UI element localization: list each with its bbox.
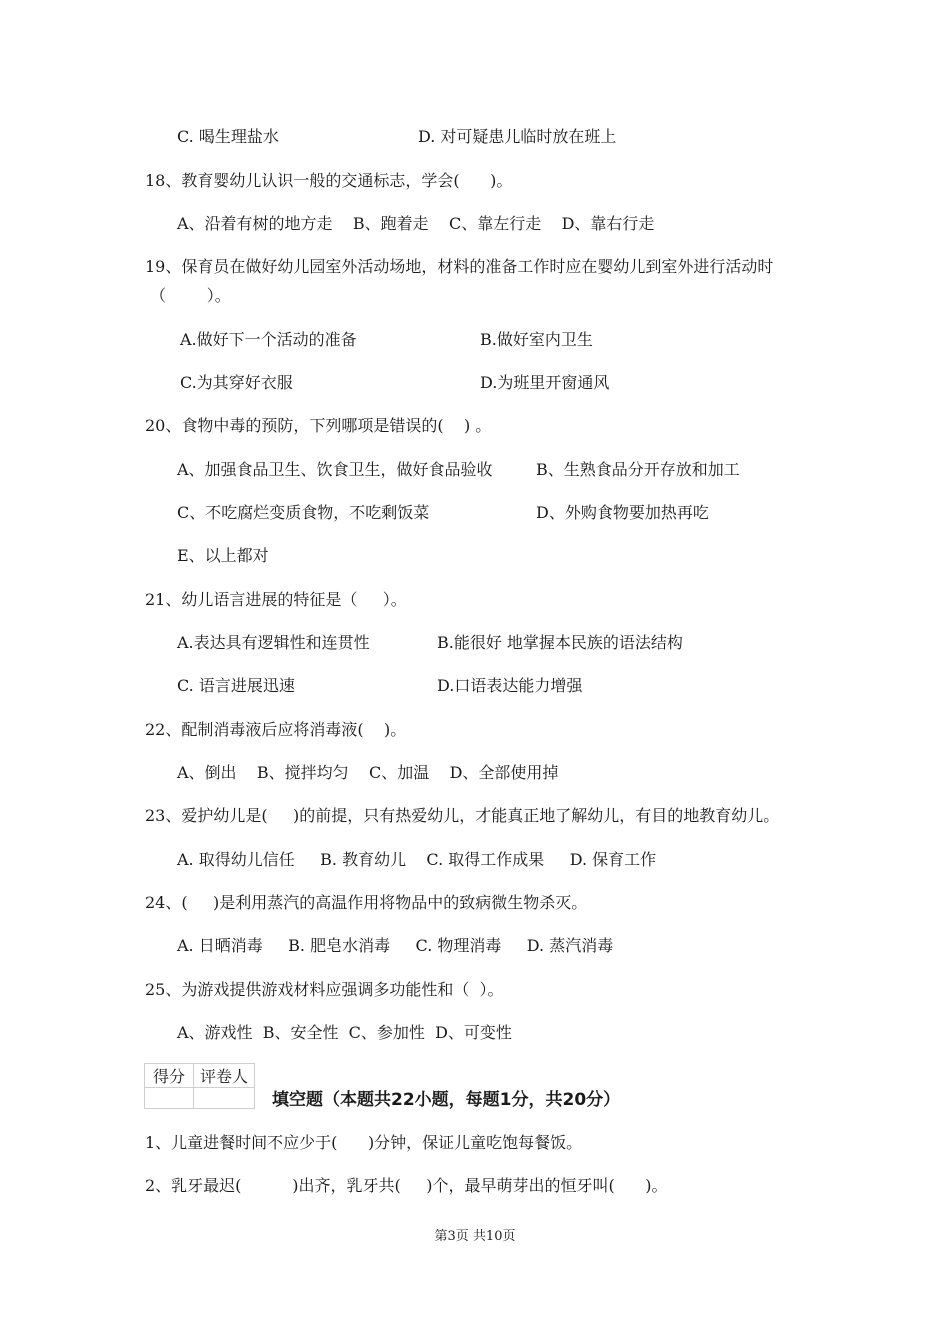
question-22: 22、配制消毒液后应将消毒液( )。 — [145, 720, 407, 739]
option-21c: C. 语言进展迅速 — [177, 676, 295, 695]
question-20: 20、食物中毒的预防，下列哪项是错误的( ) 。 — [145, 416, 492, 435]
option-20d: D、外购食物要加热再吃 — [536, 503, 709, 522]
question-18: 18、教育婴幼儿认识一般的交通标志，学会( )。 — [145, 171, 513, 190]
question-19: 19、保育员在做好幼儿园室外活动场地，材料的准备工作时应在婴幼儿到室外进行活动时 — [145, 257, 774, 276]
question-24: 24、( )是利用蒸汽的高温作用将物品中的致病微生物杀灭。 — [145, 893, 588, 912]
question-25: 25、为游戏提供游戏材料应强调多功能性和（ ）。 — [145, 980, 504, 999]
page-footer: 第3页 共10页 — [434, 1229, 516, 1244]
fill-question-1: 1、儿童进餐时间不应少于( )分钟，保证儿童吃饱每餐饭。 — [145, 1133, 583, 1152]
option-20c: C、不吃腐烂变质食物，不吃剩饭菜 — [177, 503, 430, 522]
options-23: A. 取得幼儿信任 B. 教育幼儿 C. 取得工作成果 D. 保育工作 — [177, 850, 657, 869]
option-21b: B.能很好 地掌握本民族的语法结构 — [437, 633, 683, 652]
line-17d: D. 对可疑患儿临时放在班上 — [418, 127, 617, 146]
section-title: 填空题（本题共22小题，每题1分，共20分） — [272, 1090, 621, 1110]
options-18: A、沿着有树的地方走 B、跑着走 C、靠左行走 D、靠右行走 — [177, 214, 655, 233]
question-21: 21、幼儿语言进展的特征是（ ）。 — [145, 590, 407, 609]
fill-question-2: 2、乳牙最迟( )出齐，乳牙共( )个，最早萌芽出的恒牙叫( )。 — [145, 1176, 668, 1195]
option-19c: C.为其穿好衣服 — [180, 373, 293, 392]
option-20e: E、以上都对 — [177, 546, 269, 565]
option-19b: B.做好室内卫生 — [480, 330, 593, 349]
option-19d: D.为班里开窗通风 — [480, 373, 610, 392]
option-21d: D.口语表达能力增强 — [437, 676, 583, 695]
question-19-blank: （ ）。 — [150, 286, 231, 305]
score-box — [144, 1063, 255, 1109]
option-20b: B、生熟食品分开存放和加工 — [536, 460, 740, 479]
options-25: A、游戏性 B、安全性 C、参加性 D、可变性 — [177, 1023, 512, 1042]
options-24: A. 日晒消毒 B. 肥皂水消毒 C. 物理消毒 D. 蒸汽消毒 — [177, 936, 614, 955]
options-22: A、倒出 B、搅拌均匀 C、加温 D、全部使用掉 — [177, 763, 559, 782]
score-cell — [145, 1088, 194, 1109]
question-23: 23、爱护幼儿是( )的前提，只有热爱幼儿，才能真正地了解幼儿，有目的地教育幼儿。 — [145, 806, 780, 825]
option-19a: A.做好下一个活动的准备 — [180, 330, 357, 349]
grader-header: 评卷人 — [194, 1064, 255, 1088]
score-header: 得分 — [145, 1064, 194, 1088]
option-20a: A、加强食品卫生、饮食卫生，做好食品验收 — [177, 460, 493, 479]
option-21a: A.表达具有逻辑性和连贯性 — [177, 633, 370, 652]
grader-cell — [194, 1088, 255, 1109]
line-17c: C. 喝生理盐水 — [177, 127, 279, 146]
